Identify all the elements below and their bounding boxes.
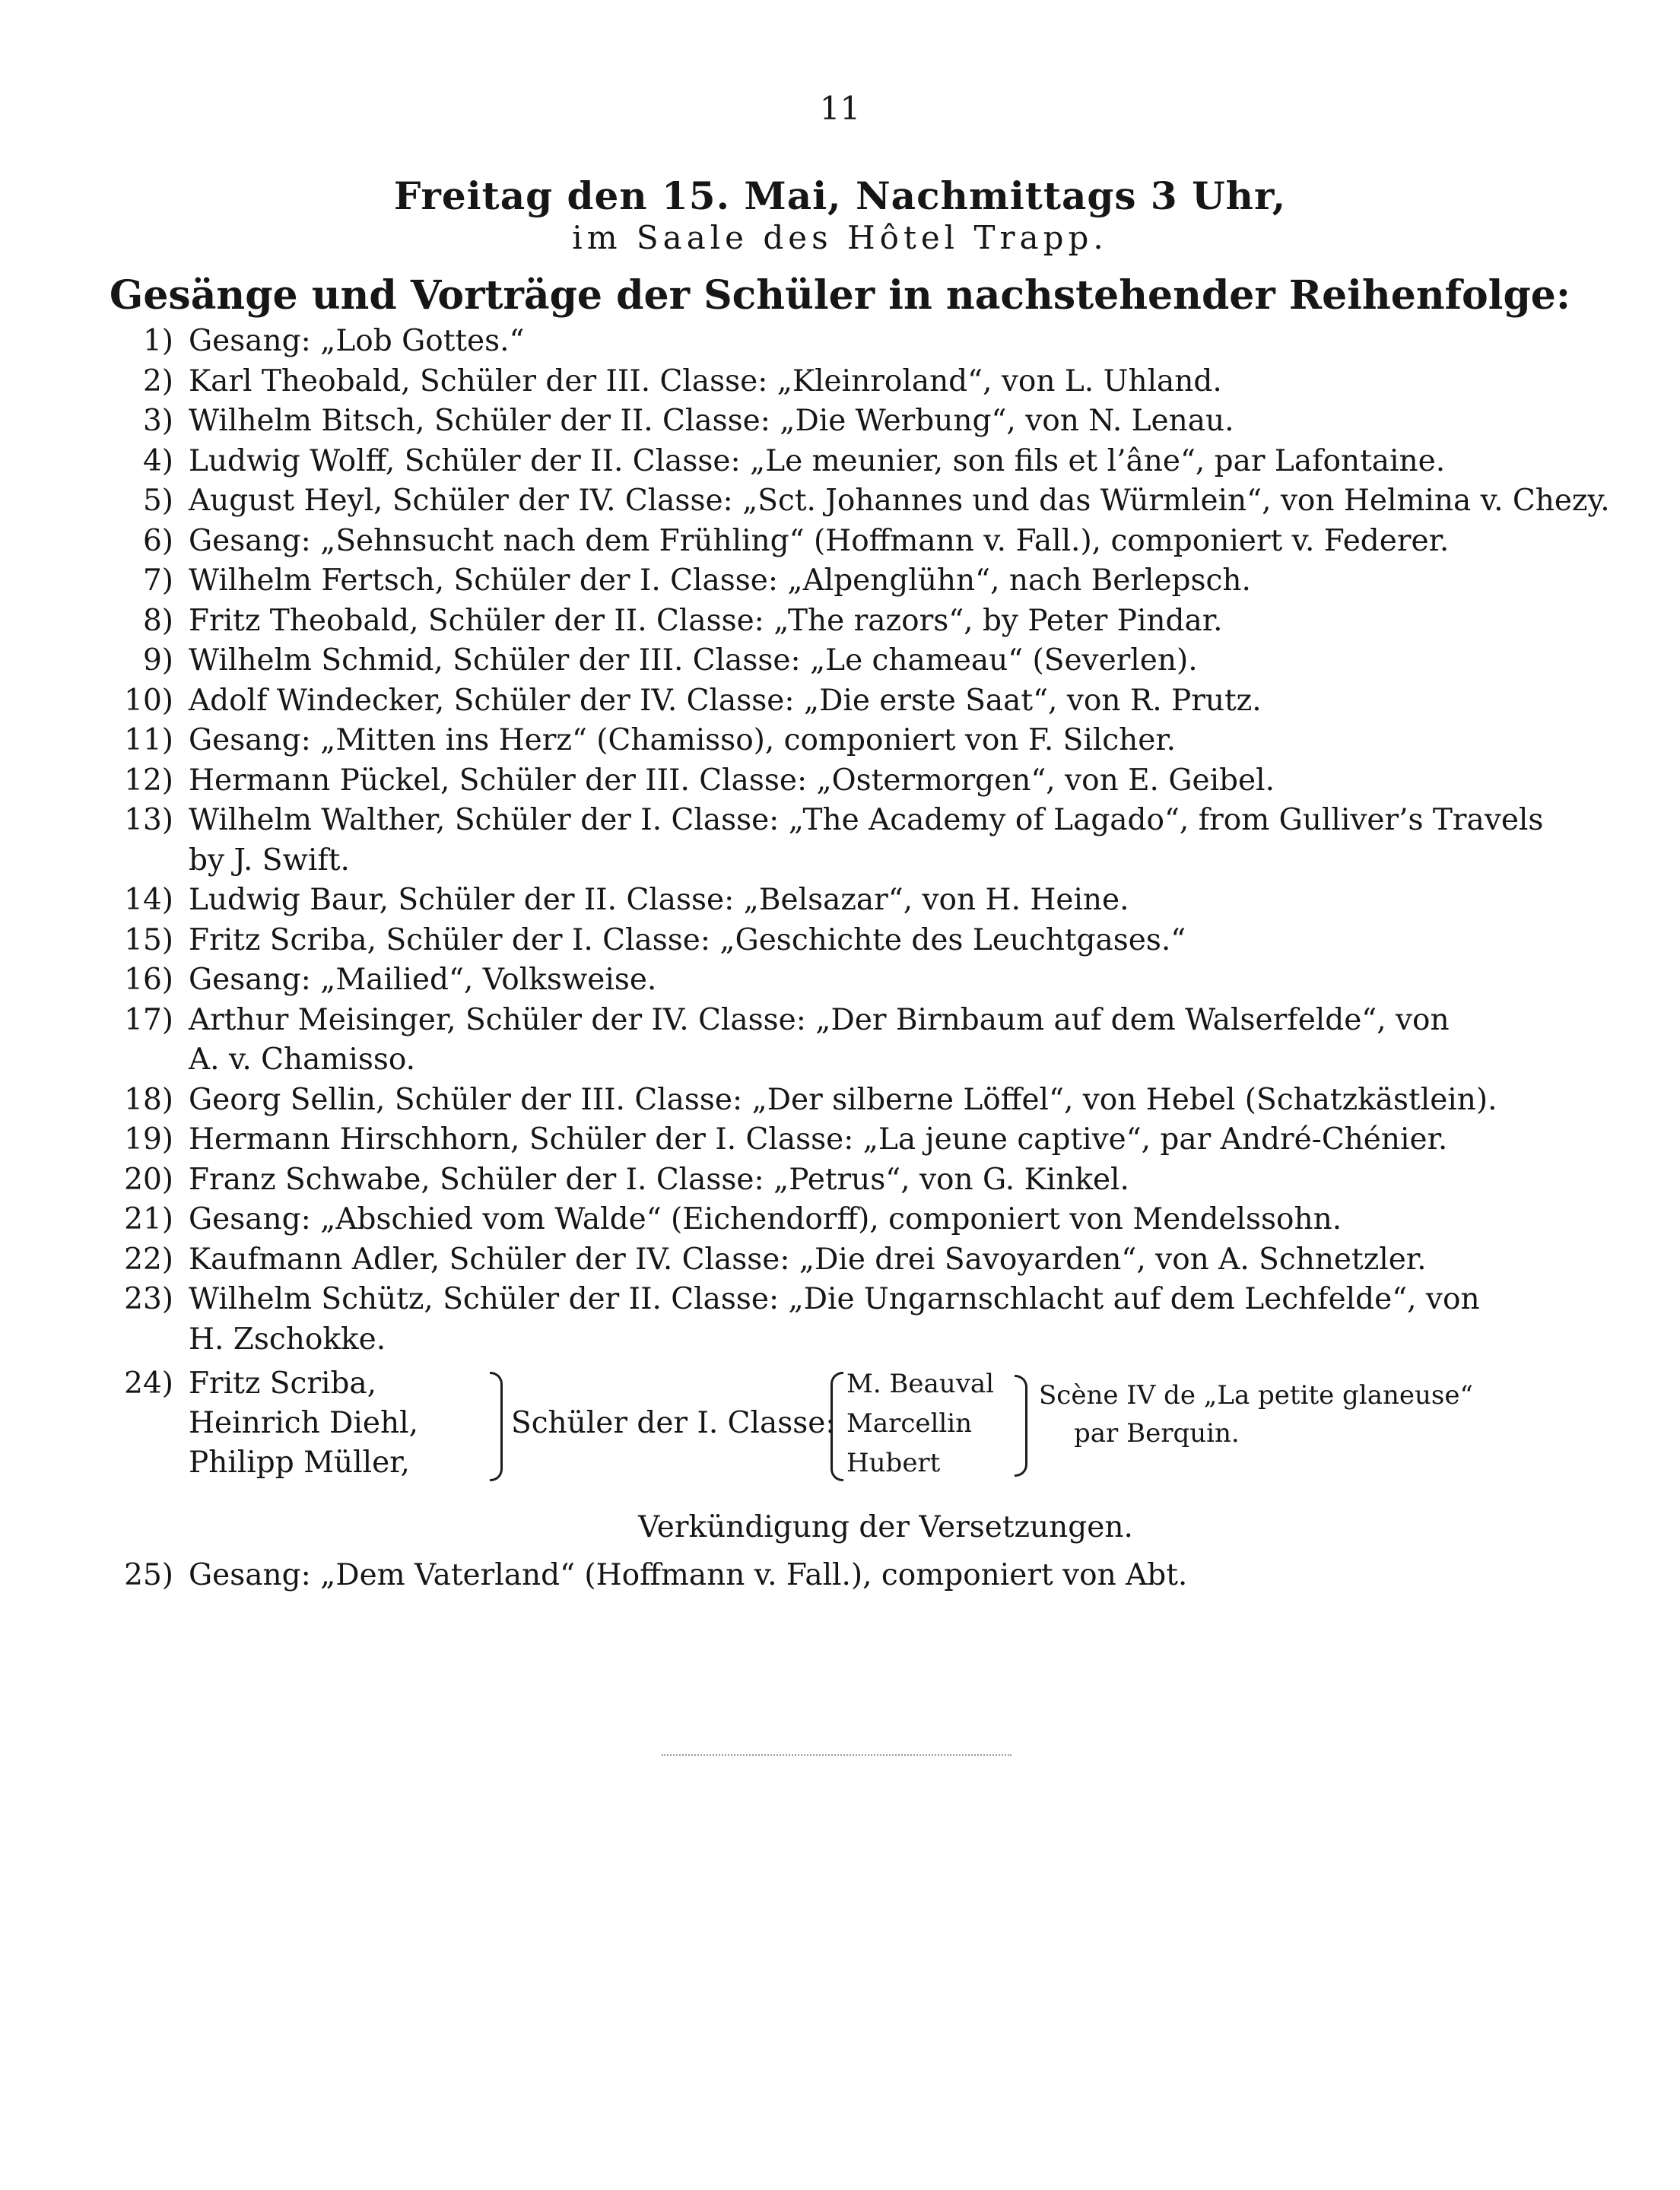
program-item xyxy=(0,801,1680,841)
program-item-continuation xyxy=(0,841,1680,881)
program-item xyxy=(0,481,1680,522)
role-list xyxy=(846,1364,994,1483)
program-item xyxy=(0,921,1680,961)
item-text: Ludwig Wolff, Schüler der II. Classe: „Le meunier, son fils et l’âne“, par Lafontaine. xyxy=(189,443,1446,478)
item-number: 18) xyxy=(124,1082,173,1117)
program-item xyxy=(0,681,1680,722)
program-item-continuation xyxy=(0,1320,1680,1360)
item-number: 1) xyxy=(142,324,173,358)
right-brace xyxy=(490,1372,503,1481)
item-text: Hermann Hirschhorn, Schüler der I. Classe: „La jeune captive“, par André-Chénier. xyxy=(189,1122,1448,1157)
item-number: 20) xyxy=(124,1162,173,1197)
role-name: Hubert xyxy=(846,1448,941,1478)
item-number: 19) xyxy=(124,1122,173,1157)
item-text: Franz Schwabe, Schüler der I. Classe: „Petrus“, von G. Kinkel. xyxy=(189,1162,1129,1197)
program-item xyxy=(0,881,1680,921)
item-number: 2) xyxy=(142,363,173,398)
program-item xyxy=(0,1556,1680,1596)
item-number: 10) xyxy=(124,683,173,718)
right-brace xyxy=(1015,1375,1027,1477)
item-text: Wilhelm Schütz, Schüler der II. Classe: „Die Ungarnschlacht auf dem Lechfelde“, von xyxy=(189,1282,1480,1316)
item-number: 24) xyxy=(124,1366,173,1401)
item-text: August Heyl, Schüler der IV. Classe: „Sct. Johannes und das Würmlein“, von Helmina v. Chezy. xyxy=(189,484,1610,518)
program-item xyxy=(0,1280,1680,1320)
item-text: Gesang: „Abschied vom Walde“ (Eichendorff), componiert von Mendelssohn. xyxy=(189,1202,1342,1236)
item-text: Gesang: „Mailied“, Volksweise. xyxy=(189,963,657,997)
item-number: 15) xyxy=(124,922,173,957)
item-number: 22) xyxy=(124,1242,173,1277)
item-text: Wilhelm Schmid, Schüler der III. Classe: „Le chameau“ (Severlen). xyxy=(189,643,1198,678)
item-text: Kaufmann Adler, Schüler der IV. Classe: „Die drei Savoyarden“, von A. Schnetzler. xyxy=(189,1242,1427,1277)
item-text: H. Zschokke. xyxy=(189,1322,386,1357)
program-item xyxy=(0,960,1680,1001)
item-number: 11) xyxy=(124,723,173,757)
program-item xyxy=(0,641,1680,681)
item-number: 25) xyxy=(124,1558,173,1592)
program-item xyxy=(0,601,1680,642)
item-text: by J. Swift. xyxy=(189,843,350,878)
item-text: Karl Theobald, Schüler der III. Classe: „Kleinroland“, von L. Uhland. xyxy=(189,363,1222,398)
item-text: Ludwig Baur, Schüler der II. Classe: „Belsazar“, von H. Heine. xyxy=(189,883,1129,917)
program-item xyxy=(0,561,1680,601)
scene-author: par Berquin. xyxy=(1074,1418,1240,1449)
program-item xyxy=(0,1120,1680,1160)
program-list xyxy=(0,322,1680,1596)
item-text: Gesang: „Mitten ins Herz“ (Chamisso), componiert von F. Silcher. xyxy=(189,723,1177,757)
item-text: Wilhelm Fertsch, Schüler der I. Classe: „Alpenglühn“, nach Berlepsch. xyxy=(189,563,1251,598)
scene-reference xyxy=(1039,1376,1473,1452)
item-number: 17) xyxy=(124,1002,173,1037)
program-item xyxy=(0,1081,1680,1121)
role-name: Marcellin xyxy=(846,1408,973,1439)
item-number: 4) xyxy=(142,443,173,478)
program-item xyxy=(0,1160,1680,1201)
item-text: Fritz Scriba, Schüler der I. Classe: „Geschichte des Leuchtgases.“ xyxy=(189,922,1186,957)
scene-title: Scène IV de „La petite glaneuse“ xyxy=(1039,1380,1473,1411)
program-item xyxy=(0,402,1680,442)
item-text: Arthur Meisinger, Schüler der IV. Classe: „Der Birnbaum auf dem Walserfelde“, von xyxy=(189,1002,1450,1037)
program-item-continuation xyxy=(0,1040,1680,1081)
item-text: Gesang: „Sehnsucht nach dem Frühling“ (Hoffmann v. Fall.), componiert v. Federer. xyxy=(189,523,1450,558)
item-number: 12) xyxy=(124,763,173,798)
program-item xyxy=(0,761,1680,801)
program-item-group xyxy=(0,1364,1680,1490)
item-number: 13) xyxy=(124,803,173,837)
program-item xyxy=(0,721,1680,761)
item-number: 3) xyxy=(142,404,173,438)
item-number: 21) xyxy=(124,1202,173,1236)
item-text: A. v. Chamisso. xyxy=(189,1043,416,1077)
closing-rule xyxy=(662,1754,1011,1756)
item-text: Fritz Theobald, Schüler der II. Classe: „The razors“, by Peter Pindar. xyxy=(189,603,1223,638)
program-item xyxy=(0,322,1680,362)
page-number: 11 xyxy=(819,90,861,127)
program-item xyxy=(0,442,1680,482)
item-text: Georg Sellin, Schüler der III. Classe: „Der silberne Löffel“, von Hebel (Schatzkästlein). xyxy=(189,1082,1497,1117)
item-number: 16) xyxy=(124,963,173,997)
item-text: Gesang: „Lob Gottes.“ xyxy=(189,324,525,358)
program-item xyxy=(0,362,1680,402)
program-item xyxy=(0,1001,1680,1041)
item-number: 14) xyxy=(124,883,173,917)
performer-names xyxy=(189,1364,418,1483)
left-brace xyxy=(830,1372,843,1481)
role-name: M. Beauval xyxy=(846,1369,995,1399)
item-text: Wilhelm Walther, Schüler der I. Classe: „The Academy of Lagado“, from Gulliver’s Travels xyxy=(189,803,1544,837)
item-number: 5) xyxy=(142,484,173,518)
item-text: Gesang: „Dem Vaterland“ (Hoffmann v. Fall.), componiert von Abt. xyxy=(189,1558,1188,1592)
event-venue: im Saale des Hôtel Trapp. xyxy=(572,219,1108,256)
program-item xyxy=(0,1200,1680,1240)
program-item xyxy=(0,522,1680,562)
performer-name: Philipp Müller, xyxy=(189,1446,410,1480)
program-item xyxy=(0,1240,1680,1281)
item-number: 8) xyxy=(142,603,173,638)
item-number: 7) xyxy=(142,563,173,598)
performer-name: Heinrich Diehl, xyxy=(189,1406,418,1440)
performer-class: Schüler der I. Classe: xyxy=(511,1406,836,1440)
event-heading: Freitag den 15. Mai, Nachmittags 3 Uhr, xyxy=(393,173,1287,218)
item-number: 9) xyxy=(142,643,173,678)
section-title: Gesänge und Vorträge der Schüler in nachstehender Reihenfolge: xyxy=(109,272,1571,319)
item-text: Hermann Pückel, Schüler der III. Classe: „Ostermorgen“, von E. Geibel. xyxy=(189,763,1275,798)
announcement: Verkündigung der Versetzungen. xyxy=(638,1510,1133,1544)
item-number: 23) xyxy=(124,1282,173,1316)
item-number: 6) xyxy=(142,523,173,558)
item-text: Wilhelm Bitsch, Schüler der II. Classe: „Die Werbung“, von N. Lenau. xyxy=(189,404,1234,438)
performer-name: Fritz Scriba, xyxy=(189,1366,377,1401)
item-text: Adolf Windecker, Schüler der IV. Classe: „Die erste Saat“, von R. Prutz. xyxy=(189,683,1262,718)
